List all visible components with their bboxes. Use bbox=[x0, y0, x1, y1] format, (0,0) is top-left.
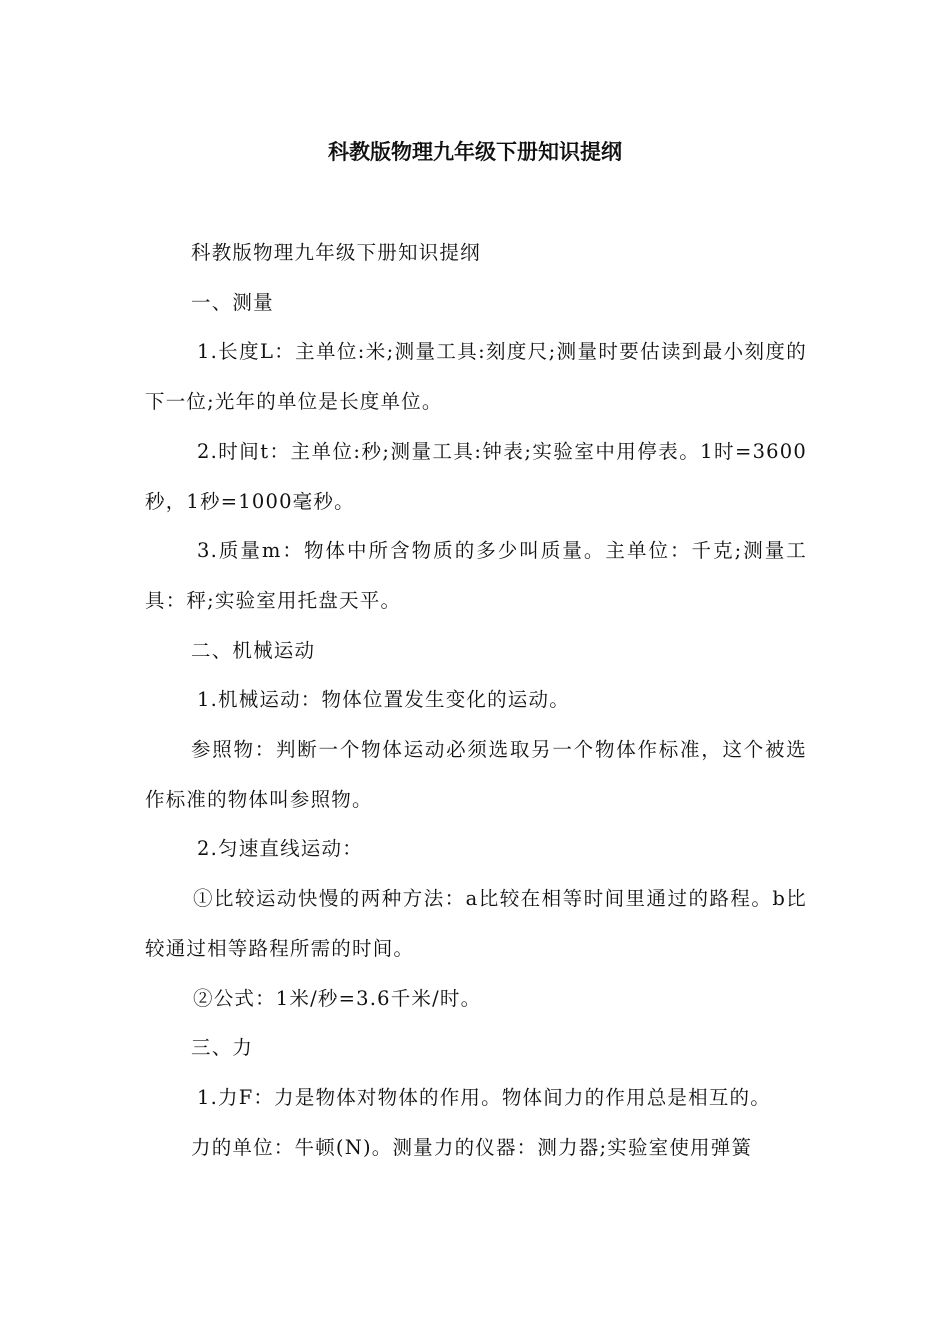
section-heading-mechanical-motion: 二、机械运动 bbox=[191, 638, 316, 662]
section-heading-measurement: 一、测量 bbox=[191, 290, 274, 314]
section-heading-force: 三、力 bbox=[191, 1036, 254, 1060]
paragraph-reference-object: 参照物：判断一个物体运动必须选取另一个物体作标准，这个被选作标准的物体叫参照物。 bbox=[145, 738, 807, 811]
paragraph-formula: ②公式：1米/秒=3.6千米/时。 bbox=[193, 986, 482, 1010]
paragraph-compare-methods: ①比较运动快慢的两种方法：a比较在相等时间里通过的路程。b比较通过相等路程所需的时间。 bbox=[145, 887, 807, 960]
paragraph-mass: 3.质量m：物体中所含物质的多少叫质量。主单位：千克;测量工具：秤;实验室用托盘天平。 bbox=[145, 539, 807, 612]
document-body bbox=[145, 228, 807, 1172]
paragraph-force: 1.力F：力是物体对物体的作用。物体间力的作用总是相互的。 bbox=[197, 1085, 771, 1109]
paragraph-length: 1.长度L：主单位:米;测量工具:刻度尺;测量时要估读到最小刻度的下一位;光年的单位是长度单位。 bbox=[145, 340, 807, 414]
paragraph-intro: 科教版物理九年级下册知识提纲 bbox=[191, 241, 481, 264]
paragraph-time: 2.时间t：主单位:秒;测量工具:钟表;实验室中用停表。1时=3600秒，1秒=1000毫秒。 bbox=[145, 439, 807, 513]
paragraph-mechanical-motion: 1.机械运动：物体位置发生变化的运动。 bbox=[197, 688, 570, 712]
paragraph-force-unit: 力的单位：牛顿(N)。测量力的仪器：测力器;实验室使用弹簧 bbox=[191, 1135, 753, 1159]
paragraph-uniform-motion: 2.匀速直线运动： bbox=[197, 837, 363, 861]
page-title: 科教版物理九年级下册知识提纲 bbox=[328, 140, 622, 164]
